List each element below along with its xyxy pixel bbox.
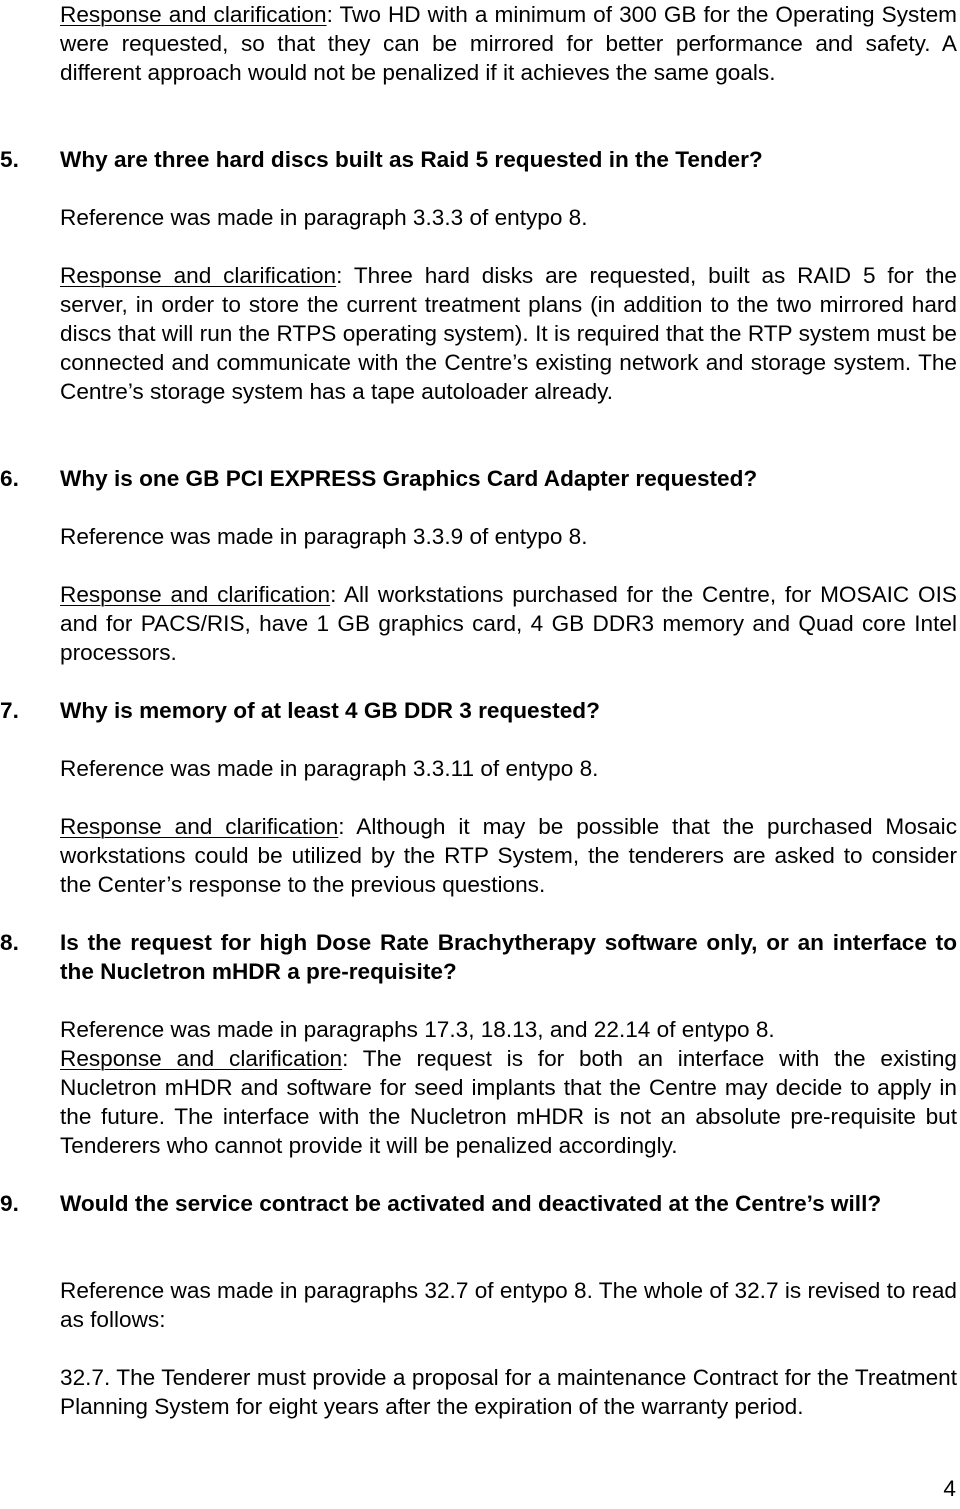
- q5-reference: Reference was made in paragraph 3.3.3 of entypo 8.: [60, 205, 588, 230]
- q6-reference: Reference was made in paragraph 3.3.9 of entypo 8.: [60, 524, 588, 549]
- question-number: 6.: [0, 466, 19, 491]
- question-number: 7.: [0, 698, 19, 723]
- q7-response: Response and clarification: Although it may be possible that the purchased Mosaic workstations could be utilized by the RTP System, the tenderers are asked to consider the Center’s response to the previous questions.: [60, 814, 957, 897]
- question-number: 5.: [0, 147, 19, 172]
- question-5: [0, 145, 957, 174]
- response-label: Response and clarification: [60, 2, 327, 27]
- response-label: Response and clarification: [60, 1046, 343, 1071]
- question-number: 9.: [0, 1191, 19, 1216]
- question-7: [0, 696, 957, 725]
- q6-response: Response and clarification: All workstations purchased for the Centre, for MOSAIC OIS and for PACS/RIS, have 1 GB graphics card, 4 GB DDR3 memory and Quad core Intel processors.: [60, 582, 957, 665]
- q7-reference: Reference was made in paragraph 3.3.11 of entypo 8.: [60, 756, 599, 781]
- question-text: Is the request for high Dose Rate Brachytherapy software only, or an interface to the Nucletron mHDR a pre-requisite?: [60, 930, 957, 984]
- q5-response: Response and clarification: Three hard disks are requested, built as RAID 5 for the server, in order to store the current treatment plans (in addition to the two mirrored hard discs that will run the RTPS operating system). It is required that the RTP system must be connected and communicate with the Centre’s existing network and storage system. The Centre’s storage system has a tape autoloader already.: [60, 263, 957, 404]
- q8-response: Response and clarification: The request is for both an interface with the existing Nucletron mHDR and software for seed implants that the Centre may decide to apply in the future. The interface with the Nucletron mHDR is not an absolute pre-requisite but Tenderers who cannot provide it will be penalized accordingly.: [60, 1046, 957, 1158]
- q9-clause: 32.7. The Tenderer must provide a proposal for a maintenance Contract for the Treatment Planning System for eight years after the expiration of the warranty period.: [60, 1365, 957, 1419]
- question-6: [0, 464, 957, 493]
- question-text: Why is memory of at least 4 GB DDR 3 requested?: [60, 698, 600, 723]
- question-text: Why are three hard discs built as Raid 5 requested in the Tender?: [60, 147, 763, 172]
- question-9: [0, 1189, 957, 1218]
- response-label: Response and clarification: [60, 582, 331, 607]
- question-8: [0, 928, 957, 986]
- question-number: 8.: [0, 930, 19, 955]
- response-text: Two HD with a minimum of 300 GB for the Operating System were requested, so that they can be mirrored for better performance and safety. A different approach would not be penalized if it achieves the same goals.: [60, 2, 957, 85]
- response-text: Three hard disks are requested, built as RAID 5 for the server, in order to store the current treatment plans (in addition to the two mirrored hard discs that will run the RTPS operating system). It is required that the RTP system must be connected and communicate with the Centre’s existing network and storage system. The Centre’s storage system has a tape autoloader already.: [60, 263, 957, 404]
- response-text: The request is for both an interface with the existing Nucletron mHDR and software for seed implants that the Centre may decide to apply in the future. The interface with the Nucletron mHDR is not an absolute pre-requisite but Tenderers who cannot provide it will be penalized accordingly.: [60, 1046, 957, 1158]
- question-text: Would the service contract be activated and deactivated at the Centre’s will?: [60, 1191, 882, 1216]
- intro-response: Response and clarification: Two HD with a minimum of 300 GB for the Operating System were requested, so that they can be mirrored for better performance and safety. A different approach would not be penalized if it achieves the same goals.: [60, 2, 957, 85]
- response-text: Although it may be possible that the purchased Mosaic workstations could be utilized by the RTP System, the tenderers are asked to consider the Center’s response to the previous questions.: [60, 814, 957, 897]
- q9-reference: Reference was made in paragraphs 32.7 of entypo 8. The whole of 32.7 is revised to read as follows:: [60, 1278, 957, 1332]
- response-label: Response and clarification: [60, 263, 337, 288]
- page-number: 4: [943, 1476, 956, 1501]
- question-text: Why is one GB PCI EXPRESS Graphics Card Adapter requested?: [60, 466, 758, 491]
- q8-reference: Reference was made in paragraphs 17.3, 18.13, and 22.14 of entypo 8.: [60, 1017, 775, 1042]
- response-text: All workstations purchased for the Centre, for MOSAIC OIS and for PACS/RIS, have 1 GB graphics card, 4 GB DDR3 memory and Quad core Intel processors.: [60, 582, 957, 665]
- response-label: Response and clarification: [60, 814, 339, 839]
